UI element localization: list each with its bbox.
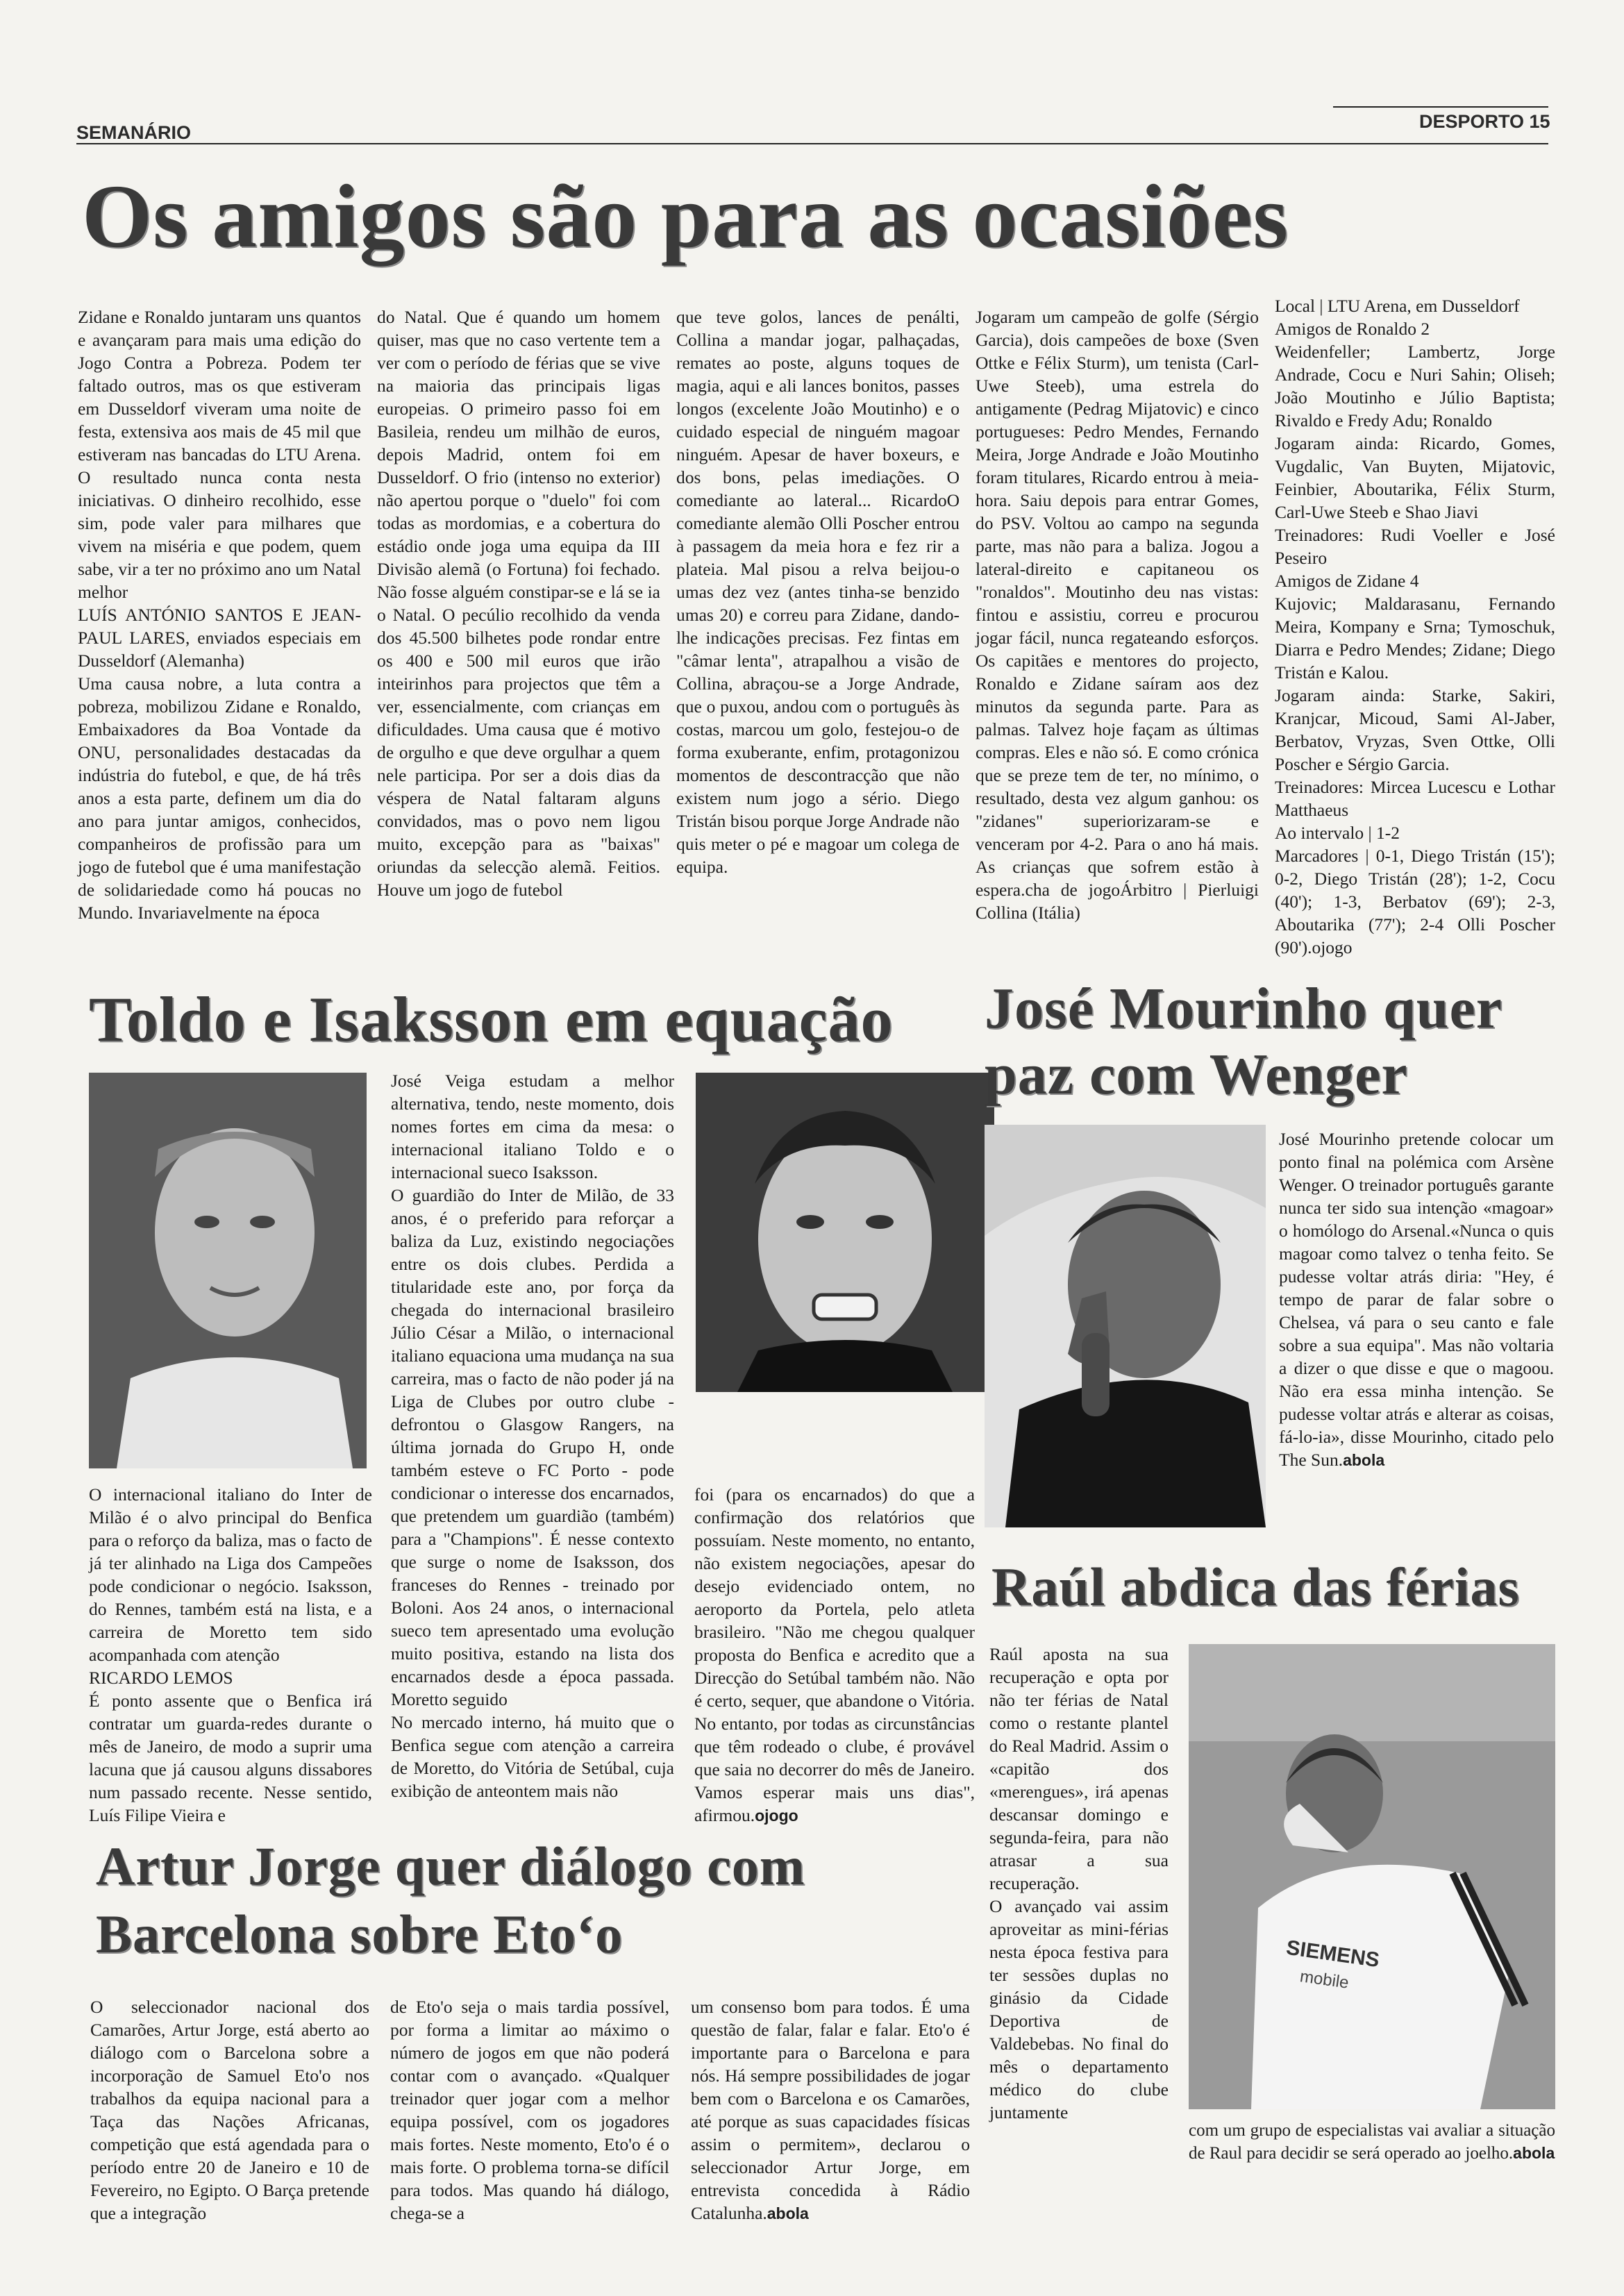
article5-headline-line2: Barcelona sobre Eto‘o [96, 1904, 623, 1964]
raul-photo [1189, 1644, 1555, 2109]
lineup-halftime: Ao intervalo | 1-2 [1275, 823, 1400, 843]
article2-headline: Toldo e Isaksson em equação [89, 984, 894, 1055]
article2-source: ojogo [755, 1807, 798, 1825]
article1-body-3: que teve golos, lances de penálti, Collina a mandar jogar, palhaçadas, remates ao poste, alguns toques de magia, aqui e ali lances bonitos, passes longos (excelente João Moutinho) e o cuidado especial de ninguém magoar ninguém. Apesar de haver boxeurs, e dos bons, pelas imediações. O comediante ao lateral... RicardoO comediante alemão Olli Poscher entrou à passagem da meia hora e fez rir a plateia. Mal pisou a relva beijou-o umas dez vez (antes tinha-se benzido umas 20) e correu para Zidane, dando-lhe indicações precisas. Fez fintas em "câmar lenta", atrapalhou a visão de Collina, abraçou-se a Jorge Andrade, que o puxou, andou com o português às costas, marcou um golo, festejou-o de forma exuberante, enfim, protagonizou momentos de descontracção que não existem num jogo a sério. Diego Tristán bisou porque Jorge Andrade não quis meter o pé e magoar um colega de equipa. [676, 307, 960, 877]
article1-column-5-lineups [1275, 294, 1555, 959]
article2-body-main: O guardião do Inter de Milão, de 33 anos, é o preferido para reforçar a baliza da Luz, existindo negociações entre os dois clubes. Perdida a titularidade este ano, por força da chegada do internacional brasileiro Júlio César a Milão, o internacional italiano equaciona uma mudança na sua carreira, mas o facto de não poder já na Liga de Clubes por outro clube - defrontou o Glasgow Rangers, na última jornada do Grupo H, onde também esteve o FC Porto - pode condicionar o interesse dos encarnados, que pretendem um guardião (também) para a "Champions". É nesse contexto que surge o nome de Isaksson, dos franceses do Rennes - treinado por Boloni. Aos 24 anos, o internacional sueco tem apresentado uma evolução muito positiva, estando na lista dos encarnados desde a época passada. Moretto seguido [391, 1185, 674, 1709]
article1-column-3 [676, 305, 960, 878]
lineup-team1-coaches: Treinadores: Rudi Voeller e José Peseiro [1275, 525, 1555, 568]
article4-headline: Raúl abdica das férias [991, 1557, 1520, 1617]
article4-source: abola [1513, 2144, 1555, 2162]
publication-name: SEMANÁRIO [76, 122, 192, 143]
article2-body-intro: José Veiga estudam a melhor alternativa, tendo, neste momento, dois nomes fortes em cima da mesa: o internacional italiano Toldo e o internacional sueco Isaksson. [391, 1071, 674, 1182]
main-headline: Os amigos são para as ocasiões [82, 167, 1289, 267]
article2-body-moretto: No mercado interno, há muito que o Benfica segue com atenção a carreira de Moretto, do Vitória de Setúbal, cuja exibição de anteontem mais não [391, 1712, 674, 1801]
article1-column-2 [377, 305, 660, 901]
article1-column-4 [976, 305, 1259, 924]
shirt-sponsor-sub: mobile [1298, 1967, 1350, 1993]
article5-body-2: de Eto'o seja o mais tardia possível, por forma a limitar ao máximo o número de jogos em que não poderá contar com o avançado. «Qualquer treinador quer jogar com a melhor equipa possível, com os jogadores mais fortes. Neste momento, Eto'o é o mais forte. O problema torna-se difícil para todos. Mas quando há diálogo, chega-se a [390, 1997, 669, 2223]
isaksson-photo [696, 1073, 994, 1392]
article2-lede: O internacional italiano do Inter de Milão é o alvo principal do Benfica para o reforço da baliza, mas o facto de já ter alinhado na Liga dos Campeões pode condicionar o negócio. Isaksson, do Rennes, também está na lista, e a carreira de Moretto tem sido acompanhada com atenção [89, 1484, 372, 1665]
article5-column-1 [90, 1995, 369, 2224]
article5-headline-line1: Artur Jorge quer diálogo com [96, 1836, 805, 1896]
toldo-photo [89, 1073, 367, 1468]
article5-body-3: um consenso bom para todos. É uma questão de falar, falar e falar. Eto'o é importante para o Barcelona e para nós. Há sempre possibilidades de jogar bem com o Barcelona e os Camarões, até porque as suas capacidades físicas assim o permitem», declarou o seleccionador Artur Jorge, em entrevista concedida à Rádio Catalunha. [691, 1997, 970, 2223]
header-rule [76, 143, 1548, 144]
lineup-scorers: Marcadores | 0-1, Diego Tristán (15'); 0-2, Diego Tristán (28'); 1-2, Cocu (40'); 1-3, Berbatov (69'); 2-3, Aboutarika (77'); 2-4 Olli Poscher (90').ojogo [1275, 846, 1555, 957]
article5-column-3 [691, 1995, 970, 2225]
article1-body: Uma causa nobre, a luta contra a pobreza, mobilizou Zidane e Ronaldo, Embaixadores da Boa Vontade da ONU, personalidades destacadas da indústria do futebol, e que, de há três anos a esta parte, definem um dia do ano para juntar amigos, conhecidos, companheiros de profissão para um jogo de futebol que é uma manifestação de solidariedade como há poucas no Mundo. Invariavelmente na época [78, 673, 361, 923]
article3-headline-line1: José Mourinho quer [985, 976, 1503, 1041]
page-section: DESPORTO 15 [1419, 111, 1550, 132]
article2-column-3 [694, 1483, 975, 1827]
lineup-team1-subs: Jogaram ainda: Ricardo, Gomes, Vugdalic, Van Buyten, Mijatovic, Feinbier, Aboutarika, Félix Sturm, Carl-Uwe Steeb e Shao Jiavi [1275, 433, 1555, 522]
lineup-team1-name: Amigos de Ronaldo 2 [1275, 319, 1430, 339]
article2-column-1 [89, 1483, 372, 1827]
article1-column-1 [78, 305, 361, 924]
article4-text-2: O avançado vai assim aproveitar as mini-férias nesta época festiva para ter sessões duplas no ginásio da Cidade Deportiva de Valdebebas. No final do mês o departamento médico do clube juntamente [989, 1896, 1169, 2122]
mourinho-photo [985, 1125, 1266, 1527]
article4-text-1: Raúl aposta na sua recuperação e opta por não ter férias de Natal como o restante plantel do Real Madrid. Assim o «capitão dos «merengues», irá apenas descansar domingo e segunda-feira, para não atrasar a sua recuperação. [989, 1644, 1169, 1893]
shirt-sponsor: SIEMENS [1284, 1936, 1381, 1972]
article1-lede: Zidane e Ronaldo juntaram uns quantos e avançaram para mais uma edição do Jogo Contra a Pobreza. Podem ter faltado outros, mas os que estiveram em Dusseldorf viveram uma noite de festa, extensiva aos mais de 45 mil que estiveram nas bancadas do LTU Arena. O resultado nunca conta nesta iniciativas. O dinheiro recolhido, esse sim, pode valer para milhares que vivem na miséria e que podem, quem sabe, vir a ter no próximo ano um Natal melhor [78, 307, 361, 602]
article5-column-2 [390, 1995, 669, 2224]
lineup-team2-name: Amigos de Zidane 4 [1275, 571, 1419, 591]
article5-source: abola [767, 2204, 809, 2222]
article2-byline: RICARDO LEMOS [89, 1668, 233, 1688]
lineup-team2-subs: Jogaram ainda: Starke, Sakiri, Kranjcar, Micoud, Sami Al-Jaber, Berbatov, Vryzas, Sven Ottke, Olli Poscher e Sérgio Garcia. [1275, 685, 1555, 774]
article2-body-3: foi (para os encarnados) do que a confirmação dos relatórios que possuíam. Neste momento, no entanto, não existem negociações, apesar do desejo evidenciado ontem, no aeroporto da Portela, pelo atleta brasileiro. "Não me chegou qualquer proposta do Benfica e acredito que a Direcção do Setúbal também não. Não é certo, sequer, que abandone o Vitória. No entanto, por todas as circunstâncias que têm rodeado o clube, é provável que saia no decorrer do mês de Janeiro. Vamos esperar mais uns dias", afirmou. [694, 1484, 975, 1825]
article5-body-1: O seleccionador nacional dos Camarões, Artur Jorge, está aberto ao diálogo com o Barcelona sobre a incorporação de Samuel Eto'o nos trabalhos da equipa nacional para a Taça das Nações Africanas, competição que está agendada para o período entre 20 de Janeiro e 10 de Fevereiro, no Egipto. O Barça pretende que a integração [90, 1997, 369, 2223]
article2-column-2 [391, 1069, 674, 1802]
article1-body-2: do Natal. Que é quando um homem quiser, mas que no caso vertente tem a ver com o período de férias que se vive na maioria das principais ligas europeias. O primeiro passo foi em Basileia, rendeu um milhão de euros, depois Madrid, ontem foi em Dusseldorf. O frio (intenso no exterior) não apertou porque o "duelo" foi com todas as mordomias, e a cobertura do estádio onde joga uma equipa da III Divisão alemã (o Fortuna) foi fechado. Não fosse alguém constipar-se e lá se ia o Natal. O pecúlio recolhido da venda dos 45.500 bilhetes pode rondar entre os 400 e 500 mil euros que irão inteirinhos para projectos que têm a ver, essencialmente, com crianças em dificuldades. Uma causa que é motivo de orgulho e que deve orgulhar a quem nele participa. Por ser a dois dias da véspera de Natal faltaram alguns convidados, mas o povo nem ligou muito, excepção para as "baixas" oriundas da selecção alemã. Feitios. Houve um jogo de futebol [377, 307, 660, 900]
lineup-team2-coaches: Treinadores: Mircea Lucescu e Lothar Matthaeus [1275, 777, 1555, 820]
raul-photo-caption [1189, 2119, 1555, 2165]
lineup-team2-players: Kujovic; Maldarasanu, Fernando Meira, Kompany e Srna; Tymoschuk, Diarra e Pedro Mendes; Zidane; Diego Tristán e Kalou. [1275, 594, 1555, 682]
article3-headline-line2: paz com Wenger [985, 1042, 1408, 1107]
article2-body-1: É ponto assente que o Benfica irá contratar um guarda-redes durante o mês de Janeiro, de modo a suprir uma lacuna que já causou alguns dissabores num passado recente. Nesse sentido, Luís Filipe Vieira e [89, 1691, 372, 1825]
lineup-team1-players: Weidenfeller; Lambertz, Jorge Andrade, Cocu e Nuri Sahin; Oliseh; João Moutinho e Júlio Baptista; Rivaldo e Fredy Adu; Ronaldo [1275, 342, 1555, 430]
raul-caption-text: com um grupo de especialistas vai avaliar a situação de Raul para decidir se será operado ao joelho. [1189, 2121, 1555, 2163]
article4-body [989, 1643, 1169, 2124]
lineup-venue: Local | LTU Arena, em Dusseldorf [1275, 296, 1520, 316]
header-rule-top [1333, 106, 1548, 108]
article1-body-4: Jogaram um campeão de golfe (Sérgio Garcia), dois campeões de boxe (Sven Ottke e Félix Sturm), um tenista (Carl-Uwe Steeb), uma estrela do antigamente (Pedrag Mijatovic) e cinco portugueses: Pedro Mendes, Fernando Meira, Jorge Andrade e João Moutinho foram titulares, Ricardo entrou à meia-hora. Saiu depois para entrar Gomes, do PSV. Voltou ao campo na segunda parte, mas não para a baliza. Jogou a lateral-direito e capitaneou os "ronaldos". Moutinho deu nas vistas: fintou e assistiu, correu e procurou jogar fácil, nunca regateando esforços. Os capitães e mentores do projecto, Ronaldo e Zidane saíram aos dez minutos da segunda parte. Para as palmas. Talvez hoje façam as últimas compras. Eles e não só. E como crónica que se preze tem de ter, no mínimo, o resultado, desta vez algum ganhou: os "zidanes" superiorizaram-se e venceram por 4-2. Para o ano há mais. As crianças que sofrem estão à espera.cha de jogoÁrbitro | Pierluigi Collina (Itália) [976, 307, 1259, 923]
article3-text: José Mourinho pretende colocar um ponto final na polémica com Arsène Wenger. O treinador português garante nunca ter sido sua intenção «magoar» o homólogo do Arsenal.«Nunca o quis magoar como talvez o tenha feito. Se pudesse voltar atrás diria: "Hey, é tempo de parar de falar sobre o Chelsea, vá para o seu canto e fale sobre a sua equipa". Mas não voltaria a dizer o que disse e que o magoou. Não era essa minha intenção. Se pudesse voltar atrás e alterar as coisas, fá-lo-ia», disse Mourinho, citado pelo The Sun. [1279, 1129, 1554, 1470]
article1-byline: LUÍS ANTÓNIO SANTOS E JEAN-PAUL LARES, enviados especiais em Dusseldorf (Alemanha) [78, 605, 361, 671]
article3-source: abola [1343, 1451, 1385, 1469]
article3-body [1279, 1128, 1554, 1472]
